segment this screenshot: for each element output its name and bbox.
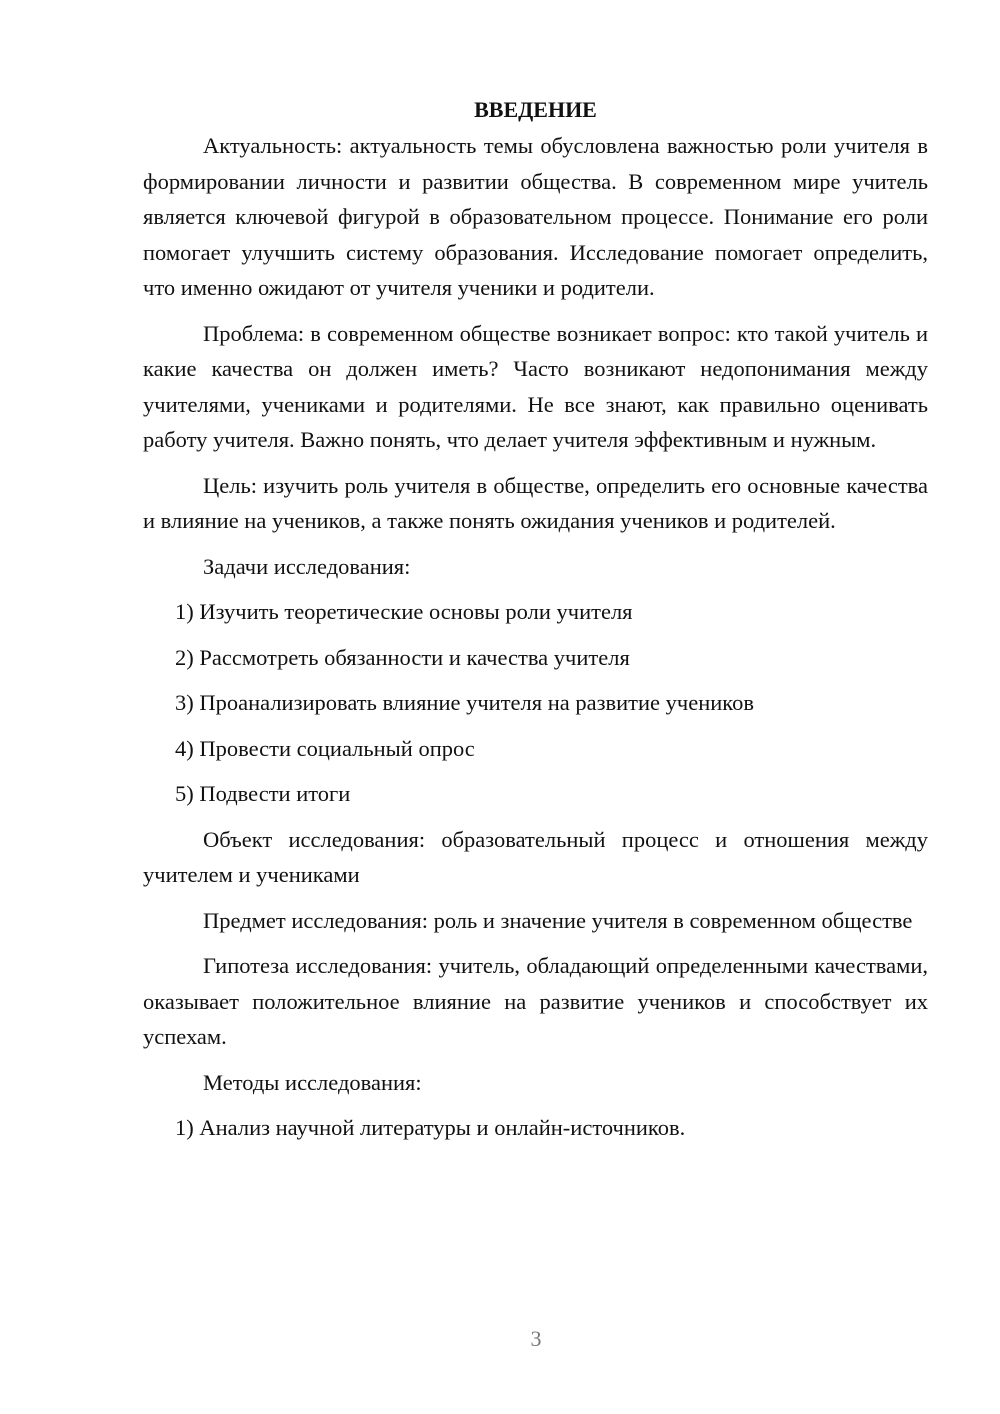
list-item: 2) Рассмотреть обязанности и качества учителя bbox=[175, 644, 630, 670]
page-number: 3 bbox=[530, 1326, 542, 1351]
list-item: 5) Подвести итоги bbox=[175, 781, 351, 806]
section-title: ВВЕДЕНИЕ bbox=[474, 97, 597, 122]
list-item: 1) Изучить теоретические основы роли учителя bbox=[175, 599, 633, 624]
list-item: 4) Провести социальный опрос bbox=[175, 735, 475, 761]
list-item: 3) Проанализировать влияние учителя на развитие учеников bbox=[175, 690, 754, 715]
methods-heading: Методы исследования: bbox=[203, 1069, 422, 1095]
relevance-paragraph: Актуальность: актуальность темы обусловлена важностью роли учителя в формировании личности и развитии общества. В современном мире учитель является ключевой фигурой в образовательном процессе. Понимание его роли помогает улучшить систему образования. Исследование помогает определить, что именно ожидают от учителя ученики и родители. bbox=[143, 133, 928, 300]
page-content bbox=[143, 92, 928, 1156]
hypothesis-paragraph: Гипотеза исследования: учитель, обладающий определенными качествами, оказывает положительное влияние на развитие учеников и способствует их успехам. bbox=[143, 953, 928, 1049]
methods-list bbox=[143, 1110, 928, 1146]
tasks-list bbox=[143, 594, 928, 812]
list-item: 1) Анализ научной литературы и онлайн-источников. bbox=[175, 1115, 686, 1140]
goal-paragraph: Цель: изучить роль учителя в обществе, определить его основные качества и влияние на учеников, а также понять ожидания учеников и родителей. bbox=[143, 472, 928, 533]
subject-paragraph: Предмет исследования: роль и значение учителя в современном обществе bbox=[203, 907, 913, 933]
object-paragraph: Объект исследования: образовательный процесс и отношения между учителем и учениками bbox=[143, 826, 928, 887]
problem-paragraph: Проблема: в современном обществе возникает вопрос: кто такой учитель и какие качества он должен иметь? Часто возникают недопонимания между учителями, учениками и родителями. Не все знают, как правильно оценивать работу учителя. Важно понять, что делает учителя эффективным и нужным. bbox=[143, 320, 928, 452]
tasks-heading: Задачи исследования: bbox=[203, 553, 411, 579]
